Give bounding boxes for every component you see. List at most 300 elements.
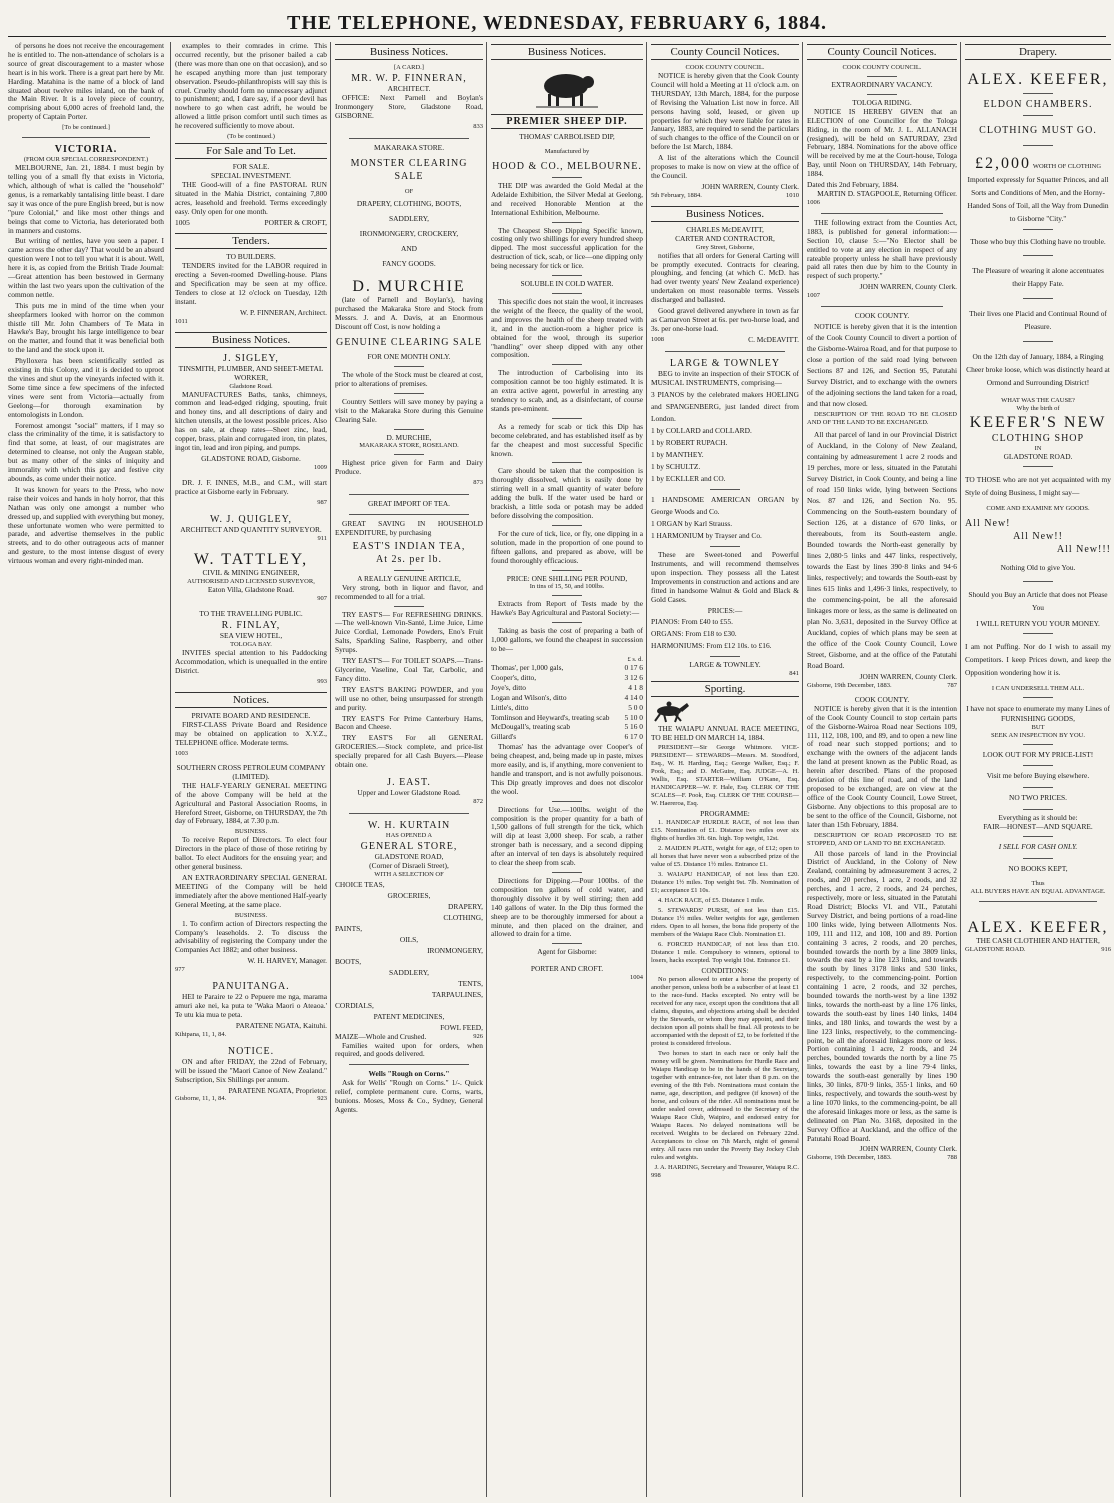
kurtain-opened: HAS OPENED A: [385, 831, 433, 839]
extracts-text: Extracts from Report of Tests made by the Hawke's Bay Agricultural and Pastoral Society:—: [491, 599, 643, 618]
conditions-label: CONDITIONS:: [701, 966, 749, 976]
goods-item: SADDLERY,: [389, 214, 429, 224]
race-item: 4. HACK RACE, of £5. Distance 1 mile.: [658, 897, 765, 905]
cc-list-text: A list of the alterations which the Council proposes to make is now on view at the office of the Council.: [651, 153, 799, 180]
try-easts: TRY EAST'S— For TOILET SOAPS.—Trans-Glycerine, Vaseline, Coal Tar, Carbolic, and Fancy ditto.: [335, 656, 483, 683]
section-header: Business Notices.: [175, 332, 327, 348]
to-be-continued: (To be continued.): [227, 133, 275, 141]
kurtain-name: W. H. KURTAIN: [367, 819, 451, 831]
ad-number: 907: [317, 595, 327, 603]
of-label: OF: [404, 188, 414, 196]
instrument-item: 1 by MANTHEY.: [651, 450, 704, 460]
cook-county-signature: JOHN WARREN, County Clerk.: [859, 672, 957, 682]
race-item: 3. WAIAPU HANDICAP, of not less than £20. Distance 1½ miles. Top weight 9st. 7lb. Nomination of £1; acceptance £1 10s.: [651, 871, 799, 895]
section-header: Business Notices.: [651, 206, 799, 222]
table-cell-value: 4 1 8: [628, 682, 643, 692]
divider: [867, 76, 897, 77]
undersell: I CAN UNDERSELL THEM ALL.: [991, 684, 1085, 692]
waiapu-signature: J. A. HARDING, Secretary and Treasurer, Waiapu R.C.: [654, 1164, 799, 1172]
table-cell-value: 5 0 0: [628, 702, 643, 712]
produce-text: Highest price given for Farm and Dairy Produce.: [335, 458, 483, 477]
finlay-name: R. FINLAY,: [221, 619, 281, 631]
ad-number: 787: [947, 681, 957, 689]
description-title: DESCRIPTION OF ROAD PROPOSED TO BE STOPPED, AND OF LAND TO BE EXCHANGED.: [807, 831, 957, 847]
nothing-old: Nothing Old to give You.: [1000, 562, 1076, 572]
goods-list: [335, 196, 483, 271]
waiapu-title: THE WAIAPU ANNUAL RACE MEETING, TO BE HELD ON MARCH 14, 1884.: [651, 723, 799, 742]
instrument-item: 1 HARMONIUM by Trayser and Co.: [651, 531, 762, 541]
families-text: Families waited upon for orders, when required, and goods delivered.: [335, 1040, 483, 1059]
divider: [552, 275, 582, 276]
table-row: [491, 684, 643, 693]
one-month-only: FOR ONE MONTH ONLY.: [367, 352, 451, 362]
tattley-auth: AUTHORISED AND LICENSED SURVEYOR,: [187, 578, 315, 586]
table-row: [491, 674, 643, 683]
divider: [22, 137, 150, 138]
kurtain-item: DRAPERY,: [448, 901, 483, 911]
tattley-address: Eaton Villa, Gladstone Road.: [207, 585, 295, 595]
mcdeavitt-footer: [651, 336, 799, 345]
advantage-text: Thomas' has the advantage over Cooper's of being cheapest, and, being made up in paste, mixes more easily, and is, if anything, more convenient to handle and transport, and is not awfully poisonous. This Dip greatly improves and does not discolor the wool.: [491, 742, 643, 796]
table-row: [491, 704, 643, 713]
cook-county-date: Gisborne, 19th December, 1883.: [807, 1154, 892, 1162]
ad-number: 1006: [807, 198, 820, 206]
notice-date: Gisborne, 11, 1, 84.: [175, 1095, 227, 1103]
seek-inspection: SEEK AN INSPECTION BY YOU.: [991, 731, 1085, 739]
table-cell-value: 6 17 0: [624, 732, 643, 742]
divider: [1023, 581, 1053, 582]
vacancy-title: EXTRAORDINARY VACANCY.: [831, 80, 933, 89]
kurtain-corner: (Corner of Disraeli Street),: [369, 860, 449, 870]
sigley-text: MANUFACTURES Baths, tanks, chimneys, common and lead-edged ridging, spouting, fruit and honey tins, and all descriptions of dairy and kitchen utensils, at the lowest possible prices. Also has on sale, at cheap rates—Sheet zinc, lead, copper, brass, plain and corrugated iron, tin plates, ingot tin, lead and iron piping, and pumps.: [175, 389, 327, 452]
saving-text: GREAT SAVING IN HOUSEHOLD EXPENDITURE, by purchasing: [335, 519, 483, 537]
murchie-signature: D. MURCHIE,: [386, 432, 432, 442]
tea-description: Very strong, both in liquor and flavor, and recommended to all for a trial.: [335, 582, 483, 601]
section-header: Business Notices.: [335, 44, 483, 60]
instrument-list: [651, 389, 799, 542]
divider: [552, 177, 582, 178]
ad-number: 926: [473, 1032, 483, 1040]
price-item: PIANOS: From £40 to £55.: [651, 616, 733, 626]
table-cell-name: Thomas', per 1,000 gals,: [491, 662, 564, 672]
everything-text: Everything as it should be:: [998, 813, 1078, 823]
section-header: County Council Notices.: [807, 44, 957, 60]
divider: [552, 364, 582, 365]
murchie-name: D. MURCHIE: [352, 278, 466, 296]
divider: [349, 514, 469, 515]
divider: [710, 656, 740, 657]
quigley-name: W. J. QUIGLEY,: [209, 514, 293, 526]
ad-number: 872: [473, 797, 483, 805]
divider: [1023, 809, 1053, 810]
kurtain-items: [335, 879, 483, 1033]
cook-county-title: COOK COUNTY.: [854, 694, 910, 704]
return-money: I WILL RETURN YOU YOUR MONEY.: [976, 618, 1100, 628]
race-item: 2. MAIDEN PLATE, weight for age, of £12; open to all horses that have never won a subscribed prize of the value of £5. Distance 1½ miles. Entrance £1.: [651, 845, 799, 869]
cash-only: I SELL FOR CASH ONLY.: [998, 842, 1078, 852]
mcdeavitt-text: notifies that all orders for General Carting will be promptly executed. Contracts for clearing, ploughing, and fencing (at which C. McD. has had over twenty years' New Zealand experience) undertaken on most reasonable terms. Vessels discharged and ballasted.: [651, 250, 799, 305]
masthead-title: THE TELEPHONE, WEDNESDAY, FEBRUARY 6, 1884.: [286, 12, 827, 34]
table-cell-value: 5 10 0: [624, 712, 643, 722]
divider: [552, 622, 582, 623]
tattley-trade: CIVIL & MINING ENGINEER,: [202, 568, 300, 578]
ad-number: 1009: [314, 463, 327, 471]
cook-county-text: NOTICE is hereby given that it is the intention of the Cook County Council to divert a portion of the Gisborne-Wairoa Road, and for that purpose to close a portion of the said road lying between Sections 87 and 126, and Section 95, Patutahi Survey District, and to exchange with the owners of the adjoining sections the land taken for a road, and that now closed.: [807, 322, 957, 409]
ad-number: 1004: [630, 974, 643, 982]
final-road: GLADSTONE ROAD.: [965, 945, 1026, 953]
table-cell-name: Little's, ditto: [491, 702, 529, 712]
divider: [1023, 744, 1053, 745]
divider: [1023, 229, 1053, 230]
extract-signature: JOHN WARREN, County Clerk.: [859, 282, 957, 292]
petroleum-title: SOUTHERN CROSS PETROLEUM COMPANY (LIMITED).: [176, 763, 326, 781]
notice-text: ON and after FRIDAY, the 22nd of February, will be issued the "Maori Canoe of New Zealand." Subscription, Six Shillings per annum.: [175, 1056, 327, 1084]
kurtain-item: IRONMONGERY,: [427, 945, 483, 955]
column-6: [802, 42, 961, 1497]
finlay-text: INVITES special attention to his Paddocking Accommodation, which is unequalled in the entire District.: [175, 647, 327, 675]
panuitanga-signature: PARATENE NGATA, Kaituhi.: [235, 1020, 327, 1030]
description-text: All that parcel of land in our Provincial District of Auckland, in the Colony of New Zealand, containing by admeasurement 1 acre 2 roods and 19 perches, more or less, situated in the Patutahi Survey District, in Cook County, and being a line of road 150 links wide, lying between Sections Nos. 87 and 126, and Section No. 95. Commencing on the South-eastern boundary of Section 126, at a distance of 670 links, or thereabouts, from its South-eastern angle. Bounded towards the North-east generally by lines 2,080·5 links and 447 links, respectively, towards the East by lines 390·8 links and 94·6 links, respectively; and towards the South-east by lines 615 links and 1,496·3 links, respectively, to the commencing-point, be all the aforesaid linkages more or less, as the same is delineated on plan No. 3,631, deposited in the Survey Office at Auckland, copies of which plans may be seen at the office of the Cook County Council, Lowe Street, Gisborne, and at the office of the Patutahi Road Board.: [807, 430, 957, 671]
divider: [665, 351, 785, 352]
kurtain-store: GENERAL STORE,: [360, 840, 458, 852]
section-header: Tenders.: [175, 233, 327, 249]
ad-number: 977: [175, 966, 185, 974]
ad-number: 923: [317, 1095, 327, 1103]
innes-text: DR. J. F. INNES, M.B., and C.M., will start practice at Gisborne early in February.: [175, 477, 327, 496]
cook-county-signature: JOHN WARREN, County Clerk.: [859, 1144, 957, 1154]
masthead-rule: [8, 36, 1106, 37]
divider: [349, 494, 469, 495]
notice-signature: PARATENE NGATA, Proprietor.: [228, 1085, 327, 1095]
ad-number: 911: [317, 535, 327, 543]
indian-tea: EAST'S INDIAN TEA,: [352, 540, 466, 552]
divider: [552, 570, 582, 571]
kurtain-item: PAINTS,: [335, 923, 363, 933]
price-item: ORGANS: From £18 to £30.: [651, 628, 737, 638]
panuitanga-title: PANUITANGA.: [212, 981, 290, 993]
table-cell-value: 5 16 0: [624, 722, 643, 732]
finneran-trade: ARCHITECT.: [387, 84, 431, 93]
mcdeavitt-street: Grey Street, Gisborne,: [695, 243, 755, 251]
victoria-subtitle: (FROM OUR SPECIAL CORRESPONDENT.): [23, 156, 149, 164]
genuine-sale-heading: GENUINE CLEARING SALE: [336, 337, 482, 349]
why-label: Why the birth of: [1016, 404, 1060, 412]
table-cell-name: McDougall's, treating scab: [491, 722, 571, 732]
sigley-address: GLADSTONE ROAD, Gisborne.: [201, 453, 301, 463]
space-text: I have not space to enumerate my many Lines of: [966, 703, 1110, 713]
east-signature: J. EAST.: [387, 776, 431, 788]
cc-signature: JOHN WARREN, County Clerk.: [701, 181, 799, 191]
conditions-text: No person allowed to enter a horse the property of another person, unless both be a subscriber of at least £1 to the race-fund. Hacks excepted. No entry will be received for any race, except upon the conditions that all claims, disputes, and objections arising shall be decided by the Stewards, or whom they may appoint, and their decision upon all points shall be final. All protests to be accompanied with the deposit of £2, to be forfeited if the protest is considered frivolous.: [651, 976, 799, 1048]
wells-text: Ask for Wells' "Rough on Corns." 1/-. Quick relief, complete permanent cure. Corns, warts, bunions. Moses, Moss & Co., Sydney, General Agents.: [335, 1078, 483, 1114]
remedy-text: As a remedy for scab or tick this Dip has become celebrated, and has established itself as by far the cheapest and most successful Specific known.: [491, 421, 643, 458]
wells-title: Wells "Rough on Corns.": [368, 1069, 450, 1079]
divider: [349, 1064, 469, 1065]
kurtain-item: FOWL FEED,: [440, 1022, 483, 1032]
price-label: PRICE: ONE SHILLING PER POUND,: [506, 573, 628, 583]
cook-county-text: NOTICE is hereby given that it is the intention of the Cook County Council to stop certain parts of the Gisborne-Wairoa Road near Sections 109, 111, 112, 108, 100, and 89, and to open a new line of road near such stopped portions; and to exchange with the owners of the adjacent lands the land at present known as the Public Road, as herein after described. Plans of the proposed deviation of this line of road, and of the land proposed to be exchanged, are on view at the office of the Cook County Council, Lowe Street, Gisborne. Any objections to this proposal are to be sent to the office of the Council, Gisborne, not later than 15th February, 1884.: [807, 703, 957, 829]
ad-number: 1007: [807, 292, 820, 300]
murchie-store: MAKARAKA STORE, ROSELAND.: [359, 442, 459, 450]
all-new-2: All New!!: [1013, 530, 1063, 542]
article-intro: of persons he does not receive the encouragement he is entitled to. The non-attendance of scholars is a source of great discouragement to a master whose heart is in his work. There is a great part here by Mr. Harding. Matahina is the name of a block of land situated about twelve miles inland, on the bank of the Main River. It is a lovely piece of country, comprising about 6,000 acres of freehold land, the property of Captain Porter.: [8, 42, 164, 122]
programme-label: PROGRAMME:: [700, 809, 750, 819]
ringing-cheer-text: On the 12th day of January, 1884, a Ringing Cheer broke loose, which was distinctly heard at Ormond and Surrounding District!: [966, 351, 1110, 387]
instrument-item: 1 ORGAN by Karl Strauss.: [651, 519, 733, 529]
ad-number: 998: [651, 1172, 661, 1180]
pleasure-text: The Pleasure of wearing it alone accentuates their Happy Fate.: [972, 265, 1104, 288]
care-text: Care should be taken that the composition is thoroughly dissolved, which is easily done by stirring well in a small quantity of water before adding the bulk. If the water used be hard or brackish, a little soda or potash may be added before dissolving the composition.: [491, 466, 643, 520]
victoria-title: VICTORIA.: [54, 144, 118, 156]
divider: [349, 138, 469, 139]
shop-heading-1: KEEFER'S NEW: [969, 413, 1107, 431]
divider: [394, 606, 424, 607]
imported-text: Imported expressly for Squatter Princes, and all Sorts and Conditions of Men, and the Horny-Handed Sons of Toil, all the Way from Dunedin to Gisborne "City.": [967, 175, 1109, 223]
ad-number: 1011: [175, 317, 188, 325]
kurtain-with: WITH A SELECTION OF: [374, 870, 444, 878]
sigley-name: J. SIGLEY,: [223, 352, 279, 364]
divider: [394, 429, 424, 430]
finneran-text: OFFICE: Next Parnell and Boylan's Ironmongery Store, Gladstone Road, GISBORNE.: [335, 92, 483, 120]
victoria-paragraph: It was known for years to the Press, who now raise their voices and hands in holy horror, that this Nathan was only one amongst a number who dressed up, and supplied with everything but money, these unfortunate women who were permitted to parade, and advertise themselves in the public streets, and to do other outrageous acts of manner and gesture, to the most intense disgust of every virtuous woman and every right-minded man.: [8, 484, 164, 566]
eldon-chambers: ELDON CHAMBERS.: [983, 99, 1093, 110]
divider: [1023, 298, 1053, 299]
try-easts: TRY EAST'S— For REFRESHING DRINKS.—The well-known Vin-Santé, Lime Juice, Lime Juice Cordial, Lemonade Powders, Eno's Fruit Salts, Sparkling Saline, Raspberry, and other Syrups.: [335, 609, 483, 655]
ad-number: 1003: [175, 750, 188, 758]
mcdeavitt-signature: C. McDEAVITT.: [748, 334, 799, 344]
business-label: BUSINESS.: [234, 828, 268, 836]
table-cell-name: Tomlinson and Heyward's, treating scab: [491, 712, 610, 722]
goods-item: FANCY GOODS.: [382, 259, 436, 269]
petroleum-text: THE HALF-YEARLY GENERAL MEETING of the above Company will be held at the Agricultural and Pastoral Association Rooms, in Hereford Street, Gisborne, on THURSDAY, the 7th day of February, 1884, at 7.30 p.m.: [175, 780, 327, 826]
divider: [552, 462, 582, 463]
ad-number: 916: [1101, 945, 1111, 953]
sheep-icon: [532, 66, 602, 110]
tea-price: At 2s. per lb.: [376, 553, 442, 565]
kurtain-item: CLOTHING,: [443, 912, 483, 922]
cause-label: WHAT WAS THE CAUSE?: [1001, 396, 1075, 404]
race-item: 1. HANDICAP HURDLE RACE, of not less than £15. Nomination of £1. Distance two miles over six flights of hurdles 3ft. 6in. high. Top weight, 12st.: [651, 819, 799, 843]
run-ad-text: THE Good-will of a fine PASTORAL RUN situated in the Mahia District, containing 7,800 acres, leasehold and freehold. Terms exceedingly easy. Only open for one month.: [175, 179, 327, 216]
pbr-text: FIRST-CLASS Private Board and Residence may be obtained on application to X.Y.Z., TELEPHONE office. Moderate terms.: [175, 720, 327, 748]
cook-county-date: Gisborne, 19th December, 1883.: [807, 681, 892, 689]
tins-label: In tins of 15, 50, and 100lbs.: [529, 583, 605, 591]
section-header: For Sale and To Let.: [175, 143, 327, 159]
divider: [1023, 466, 1053, 467]
kurtain-item: OILS,: [399, 934, 419, 944]
tenders-text: TENDERS invited for the LABOR required in erecting a Seven-roomed Dwelling-house. Plans and Specification may be seen at my office. Tenders to close at 12 o'clock on Tuesday, 12th instant.: [175, 261, 327, 306]
divider: [710, 489, 740, 490]
description-text: All those parcels of land in the Provincial District of Auckland, in the Colony of New Zealand, containing by admeasurement 3 acres, 2 roods, and 20 perches, 1 acre, 2 roods, and 32 perches, and 1 acre, 2 roods, and 24 perches, respectively, more or less, situated in the Patutahi Road District; Blocks VI. and VII., Patutahi Survey District, and being portions of a road-line 100 links wide, lying between Allotments Nos. 109, 111 and 112, and 108, 100 and 89. Portion containing 3 acres, 2 roods, and 20 perches, bounded towards the north by a line 3809 links, towards the east by a line 123 links, and towards the south by lines 3178 links and 530 links, respectively, to the commencing-point. Portion containing 1 acre, 2 roods, and 32 perches, bounded towards the north-west by a line 1392 links, towards the north-east by a line 176 links, towards the south-east by lines 140 links, 1404 links, and 180 links, and towards the west by a line 123 links, respectively, to the commencing-point, be all the aforesaid linkages more or less. Portion containing 1 acre, 2 roods, and 24 perches, bounded towards the north by a line 75 links, towards the east by a line 79·4 links, towards the south-east generally by lines 190 links, 30 links, 870·9 links, 355·1 links, and 60 links, respectively, and towards the south-west by a line 1070 links, to the commencing-point, be all the aforesaid linkages more or less, as the same is delineated on Plan No. 3168, deposited in the Survey Office at Auckland, and the office of the Patutahi Road Board.: [807, 848, 957, 1143]
directions-dipping: Directions for Dipping.—Pour 100lbs. of the composition ten gallons of cold water, and thoroughly dissolve it by well stirring; then add 140 gallons of water. In the Dip thus formed the sheep are to be thoroughly immersed for about a minute, and then placed on the drainer, and allowed to drain for a time.: [491, 876, 643, 939]
come-label: COME AND EXAMINE MY GOODS.: [986, 504, 1090, 512]
sigley-trade: TINSMITH, PLUMBER, AND SHEET-METAL WORKER,: [178, 363, 324, 382]
instrument-item: 1 by COLLARD and COLLARD.: [651, 426, 752, 436]
table-row: [491, 723, 643, 732]
table-cell-name: Gillard's: [491, 732, 517, 742]
table-row: [491, 733, 643, 742]
all-new-3: All New!!!: [1056, 543, 1111, 555]
to-builders: TO BUILDERS.: [226, 252, 276, 262]
table-row: [491, 714, 643, 723]
waiapu-officials: PRESIDENT—Sir George Whitmore. VICE-PRESIDENT— STEWARDS—Messrs. M. Stoodford, Esq., W. H. Harding, Esq.; George Walker, Esq.; F. Pook, Esq.; and D. McGuire, Esq. JUDGE—A. H. Wallis, Esq. STARTER—William O'Kane, Esq. HANDICAPPER—W. F. Hale, Esq. CLERK OF THE SCALES—F. Pook, Esq. CLERK OF THE COURSE—W. Haereroa, Esq.: [651, 744, 799, 808]
keefer-name: ALEX. KEEFER,: [967, 918, 1109, 936]
race-list: [651, 819, 799, 965]
awarded-text: THE DIP was awarded the Gold Medal at the Adelaide Exhibition, the Silver Medal at Geelong, and received Honorable Mention at the International Exhibition, Melbourne.: [491, 180, 643, 217]
worth-amount: £2,000: [974, 155, 1031, 172]
cc-subheader: COOK COUNTY COUNCIL.: [842, 64, 922, 71]
column-3: [330, 42, 487, 1497]
ad-firm: PORTER & CROFT,: [264, 217, 327, 227]
placid-text: Their lives one Placid and Continual Round of Pleasure.: [969, 308, 1107, 331]
thomas-dip: THOMAS' CARBOLISED DIP,: [519, 132, 615, 141]
table-cell-value: 0 17 6: [624, 662, 643, 672]
no-two-prices: NO TWO PRICES.: [1009, 793, 1067, 803]
divider: [552, 418, 582, 419]
description-title: DESCRIPTION OF THE ROAD TO BE CLOSED AND OF THE LAND TO BE EXCHANGED.: [807, 411, 957, 427]
divider: [821, 306, 943, 307]
business-label: BUSINESS.: [234, 911, 268, 919]
soluble-label: SOLUBLE IN COLD WATER.: [520, 279, 614, 289]
section-header: County Council Notices.: [651, 44, 799, 60]
goods-item: IRONMONGERY, CROCKERY,: [359, 229, 459, 239]
price-item: HARMONIUMS: From £12 10s. to £16.: [651, 640, 772, 650]
ad-number: 833: [473, 122, 483, 130]
table-header: £ s. d.: [627, 655, 643, 663]
agent-firm: PORTER AND CROFT.: [530, 964, 604, 974]
article-continuation: examples to their comrades in crime. This occurred recently, but the prisoner bailed a cab (there was more than one on that occasion), and so he escaped anything more than just temporary observation. Pseudo-philanthropists will say this is cruel. Cruelty should form no unnecessary adjunct to punishment; and, I dare say, if a poor devil has nowhere to go when cast adrift, he would be allowed a little prison comfort until such times as he recovered sufficiently to move about.: [175, 42, 327, 131]
thus-label: Thus: [1031, 879, 1045, 887]
kurtain-item: SADDLERY,: [389, 967, 429, 977]
should-text: Should you Buy an Article that does not Please You: [968, 589, 1108, 612]
race-item: 5. STEWARDS' PURSE, of not less than £15. Distance 1½ miles. Welter weights for age, gentlemen riders. Open to all horses, the bona fide property of the members of the Waiapu Race Club. Nomination £1.: [651, 907, 799, 939]
victoria-paragraph: But writing of nettles, have you seen a paper. I came across the other day? That would be an absurd question were I not to tell you what it is about. Well, here it is, as copied from the British Trade Journal:—Great attention has been bestowed in Germany within the last two years upon the cultivation of the common nettle.: [8, 236, 164, 299]
egm-business: 1. To confirm action of Directors respecting the Company's leaseholds. 2. To discuss the advisability of registering the Company under the Companies Act 1882; and other business.: [175, 918, 327, 955]
tea-heading: GREAT IMPORT OF TEA.: [367, 499, 451, 509]
basis-text: Taking as basis the cost of preparing a bath of 1,000 gallons, we found the cheapest in succession to be—: [491, 626, 643, 654]
fair-square: FAIR—HONEST—AND SQUARE.: [983, 822, 1093, 832]
instrument-item: 1 HANDSOME AMERICAN ORGAN by George Woods and Co.: [651, 495, 799, 517]
pbr-title: PRIVATE BOARD AND RESIDENCE.: [191, 711, 311, 721]
in-label: IN: [1034, 444, 1042, 452]
manufactured-by: Manufactured by: [544, 147, 590, 155]
conditions-more: Two horses to start in each race or only half the money will be given. Nominations for Hurdle Race and Waiapu Handicap to be in the hands of the Secretary, together with entrance-fee, not later than 8 p.m. on the evening of the 8th Feb. Nominations must contain the name, age, description, and pedigree (if known) of the horse, and colours of the rider. All nominations must be under sealed cover, addressed to the Secretary of the Waiapu Race Club, Waipiro, and endorsed entry for Waiapu Races. No delayed nominations will be received. Weights to be declared on February 22nd. Acceptances to close on 7th March, night of general entry. All races run under the Poverty Bay Jockey Club rules and weights.: [651, 1050, 799, 1162]
ad-number: 788: [947, 1154, 957, 1162]
section-header: Sporting.: [651, 681, 799, 697]
tologa-riding: TOLOGA RIDING.: [852, 97, 912, 107]
divider: [1023, 858, 1053, 859]
visit-text: Visit me before Buying elsewhere.: [986, 771, 1090, 781]
divider: [552, 872, 582, 873]
kurtain-road: GLADSTONE ROAD,: [374, 851, 444, 861]
finlay-to: TO THE TRAVELLING PUBLIC.: [199, 608, 303, 618]
vacancy-text: NOTICE IS HEREBY GIVEN that an ELECTION of one Councillor for the Tologa Riding, in the room of Mr. J. L. ALLANACH (resigned), will be held on SATURDAY, 23rd February, 1884. Nominations for the above office will be received by me at the Court-house, Tologa Bay, until Noon on THURSDAY, 14th February, 1884.: [807, 106, 957, 179]
tattley-name: W. TATTLEY,: [193, 551, 309, 569]
notice-footer: [175, 1095, 327, 1103]
divider: [394, 393, 424, 394]
divider: [710, 546, 740, 547]
cook-county-footer: [807, 1154, 957, 1162]
divider: [1023, 697, 1053, 698]
vacancy-signature: MARTIN D. STAGPOOLE, Returning Officer.: [817, 188, 957, 198]
victoria-paragraph: MELBOURNE, Jan. 21, 1884. I must begin by telling you of a small fly that exists in Victoria, which, although of what is called the "household" genus, is a remarkably tantalising little beast. I dare say it was once of the pure English breed, but is now "pure Colonial," and like most other things and beings that come to Victoria, has deteriorated both in manners and customs.: [8, 163, 164, 235]
cc-subheader: COOK COUNTY COUNCIL.: [685, 64, 765, 71]
divider: [979, 901, 1097, 902]
column-5: [646, 42, 803, 1497]
table-cell-value: 3 12 6: [624, 672, 643, 682]
cost-table: [491, 664, 643, 742]
panuitanga-date: Kihipana, 11, 1, 84.: [175, 1030, 227, 1038]
divider: [394, 366, 424, 367]
extract-text: THE following extract from the Counties Act, 1883, is published for general information:— Section 10, clause 5:—"No Elector shall be entitled to vote at any election in respect of any rateable property unless he shall have previously paid all rates then due by him to the County in respect of such property.": [807, 217, 957, 281]
divider: [1023, 341, 1053, 342]
acquainted-text: TO THOSE who are not yet acquainted with my Style of doing Business, I might say—: [965, 474, 1111, 497]
hood-company: HOOD & CO., MELBOURNE.: [492, 160, 642, 172]
victoria-paragraph: Phylloxera has been scientifically settled as existing in this Colony, and it is decided to uproot the vines and shut up the vineyards infected with it. Some time since a few specimens of the infected vines were sent from Victoria—actually from Geelong—for thorough examination by entomologists in London.: [8, 356, 164, 419]
kurtain-item: CORDIALS,: [335, 1000, 374, 1010]
kurtain-item: CHOICE TEAS,: [335, 879, 385, 889]
table-cell-name: Cooper's, ditto,: [491, 672, 537, 682]
petroleum-business: To receive Report of Directors. To elect four Directors in the place of those of those retiring by ballot. To elect Auditors for the ensuing year; and other general business.: [175, 835, 327, 872]
kurtain-item: GROCERIES,: [387, 890, 431, 900]
final-footer: [965, 946, 1111, 954]
cook-county-title: COOK COUNTY.: [854, 311, 910, 321]
cc-text: NOTICE is hereby given that the Cook County Council will hold a Meeting at 11 o'clock a.m. on THURSDAY, 13th March, 1884, for the purpose of Revising the Valuation List now in force. All persons having sold, leased, or given up properties for which they were liable for rates in January, 1883, are required to send the particulars of such changes to the office of the Council on or before the 1st March, 1884.: [651, 71, 799, 152]
for-sale-label: FOR SALE.: [232, 162, 270, 172]
tenders-signature: W. P. FINNERAN, Architect.: [240, 307, 327, 317]
divider: [1023, 633, 1053, 634]
cash-hatter: THE CASH CLOTHIER AND HATTER,: [976, 935, 1100, 945]
mcdeavitt-trade: CARTER AND CONTRACTOR,: [675, 233, 775, 243]
divider: [552, 943, 582, 944]
run-ad-footer: [175, 219, 327, 228]
egm-text: AN EXTRAORDINARY SPECIAL GENERAL MEETING of the Company will be held immediately after the above mentioned Half-yearly General Meeting, at the same place.: [175, 873, 327, 909]
clearing-sale-heading: MONSTER CLEARING SALE: [350, 158, 468, 183]
divider: [821, 213, 943, 214]
goods-item: AND: [400, 244, 417, 254]
cc-date: 5th February, 1884.: [651, 191, 702, 199]
mcdeavitt-gravel: Good gravel delivered anywhere in town as far as Carnarvon Street at 6s. per two-horse load, and 3s. per one-horse load.: [651, 306, 799, 333]
store-name: MAKARAKA STORE.: [373, 142, 445, 152]
table-row: [491, 664, 643, 673]
large-townley-name: LARGE & TOWNLEY: [669, 357, 781, 369]
kurtain-item: TENTS,: [458, 978, 483, 988]
prices-label: PRICES:—: [707, 605, 743, 615]
race-item: 6. FORCED HANDICAP, of not less than £10. Distance 1 mile. Compulsory to winners, optional to losers, hacks excepted. Top weight 10st. Entrance £1.: [651, 941, 799, 965]
kurtain-item: BOOTS,: [335, 956, 362, 966]
agent-label: Agent for Gisborne:: [537, 947, 597, 957]
price-list: [651, 616, 799, 652]
carbolising-text: The introduction of Carbolising into its composition cannot be too highly estimated. It is an extra active agent, powerful in arresting any tendency to scab, and, as a disinfectant, of course stands pre-eminent.: [491, 368, 643, 413]
stain-text: This specific does not stain the wool, it increases the weight of the fleece, the quality of the wool, and improves the health of the sheep treated with it, and in the auction-room a higher price is obtained for the wool, through its superior "handling" over sheep dipped with any other composition.: [491, 296, 643, 360]
ad-number: 873: [473, 479, 483, 487]
directions-use: Directions for Use.—100lbs. weight of the composition is the proper quantity for a bath of 1,500 gallons of full strength for the tick, which will dip at least 3,000 sheep. For scab, a rather stronger bath is necessary, and a second dipping after an interval of ten days is absolutely required to clear the sheep from scab.: [491, 804, 643, 868]
special-investment: SPECIAL INVESTMENT.: [210, 170, 292, 180]
cheapest-text: The Cheapest Sheep Dipping Specific known, costing only two shillings for every hundred sheep dipped. The most successful application for the destruction of tick, scab, or lice—one dipping only being necessary for tick or lice.: [491, 225, 643, 271]
divider: [552, 595, 582, 596]
stock-cleared-text: The whole of the Stock must be cleared at cost, prior to alterations of premises.: [335, 369, 483, 388]
column-2: [170, 42, 331, 1497]
sigley-road: Gladstone Road.: [229, 382, 273, 390]
section-header: Business Notices.: [491, 44, 643, 60]
divider: [394, 454, 424, 455]
section-header: Drapery.: [965, 44, 1111, 60]
premier-dip-title: PREMIER SHEEP DIP.: [491, 114, 643, 129]
kurtain-item: PATENT MEDICINES,: [373, 1011, 445, 1021]
cc-footer: [651, 192, 799, 200]
divider: [552, 801, 582, 802]
victoria-paragraph: This puts me in mind of the time when your sheepfarmers looked with horror on the common thistle till Mr. John Chambers of Te Mata in Hawke's Bay, brought his large intelligence to bear on the matter, and found that it was beneficial both to the land and the stock upon it.: [8, 300, 164, 355]
